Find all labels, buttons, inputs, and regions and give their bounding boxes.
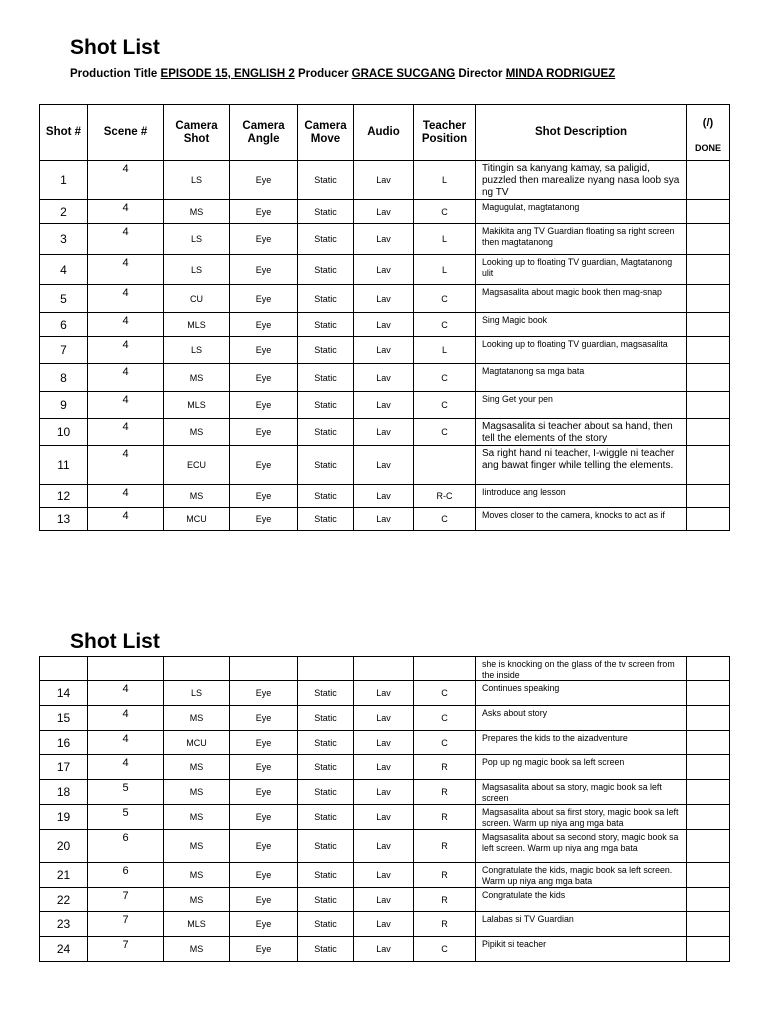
cell-shot: 18 [40,780,88,805]
cell-done [687,200,730,224]
cell-shot: 2 [40,200,88,224]
cell-description: Iintroduce ang lesson [476,485,687,508]
cell-teacher-position: R [414,805,476,830]
cell-description: Makikita ang TV Guardian floating sa right screen then magtatanong [476,224,687,255]
table-row [40,863,730,888]
cell-camera-shot: LS [164,681,230,706]
cell-audio: Lav [354,161,414,200]
cell-scene: 4 [88,681,164,706]
cell-scene: 4 [88,224,164,255]
cell-shot: 20 [40,830,88,863]
cell-description: Congratulate the kids, magic book sa left screen. Warm up niya ang mga bata [476,863,687,888]
cell-camera-move [298,657,354,681]
cell-description: Magugulat, magtatanong [476,200,687,224]
cell-teacher-position: L [414,224,476,255]
cell-audio: Lav [354,392,414,419]
cell-camera-shot: MS [164,419,230,446]
cell-description: Sing Get your pen [476,392,687,419]
cell-teacher-position: C [414,364,476,392]
cell-done [687,755,730,780]
cell-description: Looking up to floating TV guardian, Magtatanong ulit [476,255,687,285]
cell-done [687,780,730,805]
director-value: MINDA RODRIGUEZ [505,68,616,80]
header-camera-angle: Camera Angle [230,105,298,161]
cell-shot [40,657,88,681]
cell-camera-shot: MS [164,200,230,224]
cell-camera-move: Static [298,161,354,200]
cell-description: Magsasalita about sa second story, magic book sa left screen. Warm up niya ang mga bata [476,830,687,863]
cell-scene: 6 [88,863,164,888]
cell-description: Magsasalita si teacher about sa hand, then tell the elements of the story [476,419,687,446]
cell-done [687,681,730,706]
table-row [40,337,730,364]
cell-audio: Lav [354,485,414,508]
cell-camera-angle: Eye [230,681,298,706]
cell-camera-shot: LS [164,224,230,255]
cell-scene: 4 [88,161,164,200]
cell-camera-shot: MLS [164,912,230,937]
cell-scene: 4 [88,731,164,755]
cell-camera-move: Static [298,706,354,731]
cell-camera-angle: Eye [230,392,298,419]
cell-done [687,364,730,392]
cell-audio: Lav [354,224,414,255]
header-camera-shot: Camera Shot [164,105,230,161]
table-row [40,364,730,392]
cell-shot: 24 [40,937,88,962]
cell-camera-angle: Eye [230,830,298,863]
cell-camera-move: Static [298,863,354,888]
cell-scene: 4 [88,285,164,313]
table-row [40,912,730,937]
cell-camera-move: Static [298,780,354,805]
table-row [40,805,730,830]
cell-shot: 9 [40,392,88,419]
table-row [40,508,730,531]
cell-description: Pipikit si teacher [476,937,687,962]
cell-teacher-position: C [414,731,476,755]
cell-audio: Lav [354,337,414,364]
cell-audio: Lav [354,364,414,392]
cell-done [687,937,730,962]
cell-camera-angle: Eye [230,508,298,531]
cell-scene: 4 [88,755,164,780]
cell-done [687,706,730,731]
cell-scene: 5 [88,780,164,805]
cell-camera-shot: MCU [164,508,230,531]
cell-scene: 4 [88,392,164,419]
cell-teacher-position: L [414,161,476,200]
cell-audio: Lav [354,755,414,780]
production-title-value: EPISODE 15, ENGLISH 2 [160,68,295,80]
cell-shot: 16 [40,731,88,755]
cell-camera-move: Static [298,755,354,780]
cell-shot: 12 [40,485,88,508]
table-row [40,285,730,313]
cell-camera-angle: Eye [230,224,298,255]
cell-shot: 3 [40,224,88,255]
cell-shot: 10 [40,419,88,446]
cell-camera-shot: MS [164,485,230,508]
table-row [40,888,730,912]
cell-camera-move: Static [298,830,354,863]
cell-camera-move: Static [298,419,354,446]
cell-camera-shot: MS [164,780,230,805]
cell-description: Magsasalita about sa story, magic book sa left screen [476,780,687,805]
cell-shot: 5 [40,285,88,313]
cell-teacher-position: R [414,830,476,863]
cell-camera-move: Static [298,446,354,485]
cell-audio: Lav [354,285,414,313]
table-header-row [40,105,730,161]
cell-shot: 15 [40,706,88,731]
table-row [40,755,730,780]
cell-camera-move: Static [298,681,354,706]
cell-camera-move: Static [298,337,354,364]
table-row [40,446,730,485]
cell-camera-shot: MS [164,888,230,912]
cell-camera-move: Static [298,912,354,937]
header-audio: Audio [354,105,414,161]
cell-audio: Lav [354,888,414,912]
cell-shot: 22 [40,888,88,912]
cell-camera-move: Static [298,888,354,912]
cell-scene: 4 [88,446,164,485]
cell-camera-shot: MLS [164,313,230,337]
cell-done [687,508,730,531]
cell-description: Magsasalita about sa first story, magic book sa left screen. Warm up niya ang mga bata [476,805,687,830]
producer-label: Producer [297,68,349,80]
cell-camera-angle: Eye [230,912,298,937]
table-row [40,161,730,200]
cell-camera-shot: CU [164,285,230,313]
cell-audio: Lav [354,830,414,863]
cell-audio: Lav [354,313,414,337]
cell-teacher-position: R [414,755,476,780]
cell-teacher-position [414,657,476,681]
cell-teacher-position: C [414,200,476,224]
cell-description: Pop up ng magic book sa left screen [476,755,687,780]
cell-scene: 4 [88,337,164,364]
cell-done [687,731,730,755]
cell-camera-move: Static [298,485,354,508]
cell-teacher-position: C [414,392,476,419]
cell-audio: Lav [354,681,414,706]
cell-camera-move: Static [298,937,354,962]
cell-scene: 4 [88,364,164,392]
cell-teacher-position: C [414,419,476,446]
cell-scene: 4 [88,200,164,224]
cell-teacher-position: R [414,888,476,912]
cell-camera-angle: Eye [230,937,298,962]
cell-done [687,446,730,485]
cell-done [687,888,730,912]
cell-camera-angle: Eye [230,313,298,337]
cell-shot: 14 [40,681,88,706]
cell-description: Continues speaking [476,681,687,706]
cell-camera-angle [230,657,298,681]
cell-audio: Lav [354,780,414,805]
cell-done [687,657,730,681]
page-title: Shot List [70,36,160,59]
director-label: Director [458,68,503,80]
cell-audio: Lav [354,863,414,888]
table-row [40,830,730,863]
cell-shot: 4 [40,255,88,285]
cell-description: Sing Magic book [476,313,687,337]
cell-scene: 4 [88,485,164,508]
cell-camera-angle: Eye [230,485,298,508]
table-row [40,313,730,337]
cell-scene: 5 [88,805,164,830]
cell-shot: 6 [40,313,88,337]
cell-shot: 7 [40,337,88,364]
header-teacher-position: Teacher Position [414,105,476,161]
table-row [40,419,730,446]
cell-description: Looking up to floating TV guardian, magsasalita [476,337,687,364]
cell-done [687,392,730,419]
page-title-2: Shot List [70,630,160,653]
header-camera-move: Camera Move [298,105,354,161]
cell-teacher-position: L [414,337,476,364]
cell-done [687,337,730,364]
cell-camera-angle: Eye [230,863,298,888]
cell-teacher-position [414,446,476,485]
cell-camera-angle: Eye [230,337,298,364]
cell-description: Prepares the kids to the aizadventure [476,731,687,755]
table-row-continuation [40,657,730,681]
cell-camera-move: Static [298,224,354,255]
cell-audio: Lav [354,706,414,731]
cell-scene: 4 [88,419,164,446]
cell-shot: 11 [40,446,88,485]
cell-shot: 13 [40,508,88,531]
cell-camera-shot: MS [164,937,230,962]
cell-teacher-position: C [414,285,476,313]
header-shot-description: Shot Description [476,105,687,161]
cell-description: Asks about story [476,706,687,731]
cell-audio: Lav [354,912,414,937]
cell-audio [354,657,414,681]
cell-audio: Lav [354,937,414,962]
cell-done [687,863,730,888]
cell-camera-angle: Eye [230,364,298,392]
cell-camera-shot: MS [164,805,230,830]
cell-teacher-position: C [414,313,476,337]
cell-camera-angle: Eye [230,780,298,805]
cell-teacher-position: C [414,937,476,962]
cell-scene: 7 [88,937,164,962]
cell-done [687,830,730,863]
cell-camera-shot: LS [164,161,230,200]
cell-camera-shot: MCU [164,731,230,755]
table-row [40,731,730,755]
cell-camera-shot: LS [164,337,230,364]
header-done [687,105,730,161]
cell-camera-shot: MS [164,364,230,392]
production-title-label: Production Title [70,68,158,80]
cell-done [687,419,730,446]
cell-teacher-position: C [414,508,476,531]
cell-done [687,912,730,937]
cell-camera-move: Static [298,313,354,337]
cell-audio: Lav [354,508,414,531]
cell-camera-shot: MS [164,755,230,780]
cell-camera-shot: ECU [164,446,230,485]
cell-shot: 19 [40,805,88,830]
table-row [40,200,730,224]
cell-done [687,313,730,337]
cell-done [687,255,730,285]
table-row [40,937,730,962]
cell-camera-shot: MS [164,830,230,863]
cell-shot: 21 [40,863,88,888]
cell-description: Moves closer to the camera, knocks to act as if [476,508,687,531]
cell-description: Magtatanong sa mga bata [476,364,687,392]
cell-camera-move: Static [298,200,354,224]
cell-teacher-position: C [414,706,476,731]
cell-teacher-position: L [414,255,476,285]
cell-audio: Lav [354,446,414,485]
cell-camera-angle: Eye [230,419,298,446]
cell-camera-move: Static [298,392,354,419]
cell-description: Magsasalita about magic book then mag-snap [476,285,687,313]
producer-value: GRACE SUCGANG [351,68,456,80]
cell-scene: 4 [88,255,164,285]
cell-done [687,161,730,200]
cell-scene: 7 [88,912,164,937]
cell-scene: 4 [88,706,164,731]
table-row [40,681,730,706]
header-shot: Shot # [40,105,88,161]
table-row [40,780,730,805]
cell-camera-angle: Eye [230,255,298,285]
cell-done [687,285,730,313]
cell-scene: 4 [88,313,164,337]
shot-list-table [39,104,730,531]
cell-camera-angle: Eye [230,285,298,313]
cell-shot: 23 [40,912,88,937]
cell-done [687,224,730,255]
cell-camera-shot [164,657,230,681]
shot-list-table-2 [39,656,730,962]
cell-teacher-position: R [414,912,476,937]
cell-description: Titingin sa kanyang kamay, sa paligid, puzzled then marealize nyang nasa loob sya ng TV [476,161,687,200]
cell-scene: 6 [88,830,164,863]
cell-camera-shot: MS [164,706,230,731]
cell-audio: Lav [354,200,414,224]
cell-audio: Lav [354,805,414,830]
cell-teacher-position: R [414,780,476,805]
cell-camera-angle: Eye [230,161,298,200]
cell-done [687,485,730,508]
cell-camera-shot: LS [164,255,230,285]
header-scene: Scene # [88,105,164,161]
cell-description: Lalabas si TV Guardian [476,912,687,937]
table-row [40,392,730,419]
cell-audio: Lav [354,419,414,446]
table-row [40,255,730,285]
cell-description: she is knocking on the glass of the tv screen from the inside [476,657,687,681]
cell-camera-angle: Eye [230,731,298,755]
header-done-label: DONE [694,143,721,153]
cell-camera-angle: Eye [230,200,298,224]
cell-description: Congratulate the kids [476,888,687,912]
cell-audio: Lav [354,731,414,755]
cell-teacher-position: C [414,681,476,706]
table-row [40,706,730,731]
cell-camera-shot: MLS [164,392,230,419]
cell-camera-move: Static [298,731,354,755]
cell-shot: 17 [40,755,88,780]
cell-shot: 1 [40,161,88,200]
cell-camera-angle: Eye [230,755,298,780]
cell-camera-move: Static [298,508,354,531]
cell-camera-angle: Eye [230,446,298,485]
cell-teacher-position: R [414,863,476,888]
cell-camera-angle: Eye [230,805,298,830]
cell-camera-angle: Eye [230,888,298,912]
cell-done [687,805,730,830]
cell-shot: 8 [40,364,88,392]
table-row [40,224,730,255]
cell-description: Sa right hand ni teacher, I-wiggle ni teacher ang bawat finger while telling the elements. [476,446,687,485]
cell-teacher-position: R-C [414,485,476,508]
cell-audio: Lav [354,255,414,285]
cell-camera-angle: Eye [230,706,298,731]
cell-camera-move: Static [298,285,354,313]
cell-scene: 4 [88,508,164,531]
cell-scene: 7 [88,888,164,912]
cell-camera-move: Static [298,364,354,392]
production-info [70,68,615,80]
table-row [40,485,730,508]
header-check-mark: (/) [702,117,714,129]
cell-scene [88,657,164,681]
cell-camera-move: Static [298,255,354,285]
cell-camera-move: Static [298,805,354,830]
cell-camera-shot: MS [164,863,230,888]
